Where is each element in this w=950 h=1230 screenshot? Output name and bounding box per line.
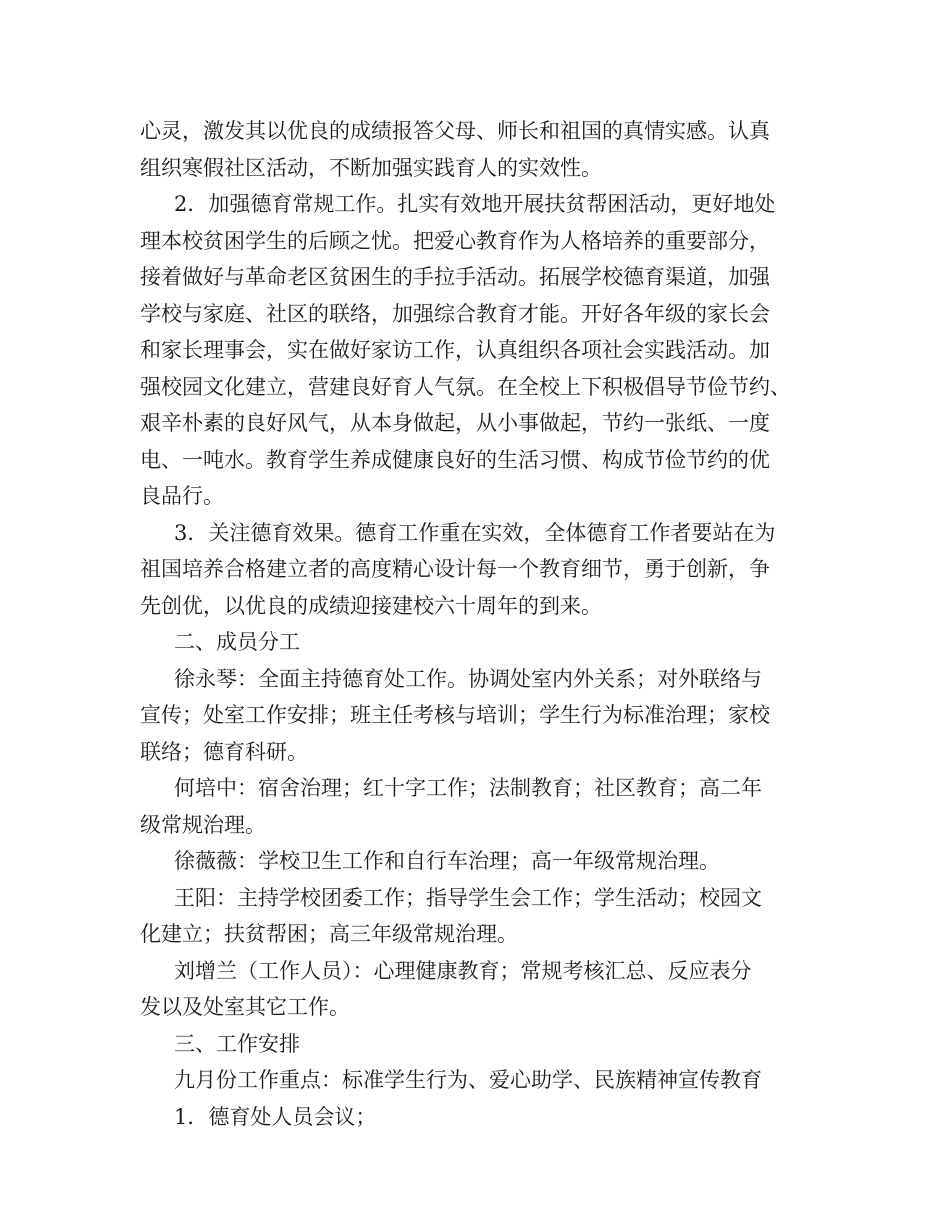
text-line: 接着做好与革命老区贫困生的手拉手活动。拓展学校德育渠道，加强 xyxy=(140,265,770,289)
text-line: 二、成员分工 xyxy=(174,630,300,654)
text-line: 先创优，以优良的成绩迎接建校六十周年的到来。 xyxy=(140,593,602,618)
text-line: 化建立；扶贫帮困；高三年级常规治理。 xyxy=(140,922,518,946)
text-line: 理本校贫困学生的后顾之忧。把爱心教育作为人格培养的重要部分， xyxy=(140,228,770,253)
text-line: 强校园文化建立，营建良好育人气氛。在全校上下积极倡导节俭节约、 xyxy=(140,374,791,399)
text-line: 何培中：宿舍治理；红十字工作；法制教育；社区教育；高二年 xyxy=(174,776,762,800)
text-line: 九月份工作重点：标准学生行为、爱心助学、民族精神宣传教育 xyxy=(174,1068,762,1092)
text-line: 心灵，激发其以优良的成绩报答父母、师长和祖国的真情实感。认真 xyxy=(140,119,770,143)
text-line: 王阳：主持学校团委工作；指导学生会工作；学生活动；校园文 xyxy=(174,885,762,910)
text-line: 徐永琴：全面主持德育处工作。协调处室内外关系；对外联络与 xyxy=(174,666,762,691)
text-line: 电、一吨水。教育学生养成健康良好的生活习惯、构成节俭节约的优 xyxy=(140,447,770,472)
text-line: 3．关注德育效果。德育工作重在实效，全体德育工作者要站在为 xyxy=(174,520,776,545)
document-body xyxy=(140,113,830,1135)
text-line: 徐薇薇：学校卫生工作和自行车治理；高一年级常规治理。 xyxy=(174,849,720,873)
text-line: 级常规治理。 xyxy=(140,812,266,837)
text-line: 宣传；处室工作安排；班主任考核与培训；学生行为标准治理；家校 xyxy=(140,703,770,727)
text-line: 2．加强德育常规工作。扎实有效地开展扶贫帮困活动，更好地处 xyxy=(174,192,776,216)
text-line: 组织寒假社区活动，不断加强实践育人的实效性。 xyxy=(140,155,602,180)
text-line: 艰辛朴素的良好风气，从本身做起，从小事做起，节约一张纸、一度 xyxy=(140,411,770,435)
text-line: 三、工作安排 xyxy=(174,1031,300,1056)
text-line: 良品行。 xyxy=(140,484,224,508)
text-line: 刘增兰（工作人员）：心理健康教育；常规考核汇总、反应表分 xyxy=(174,958,752,983)
text-line: 1．德育处人员会议； xyxy=(174,1104,377,1129)
text-line: 发以及处室其它工作。 xyxy=(140,995,350,1019)
text-line: 祖国培养合格建立者的高度精心设计每一个教育细节，勇于创新，争 xyxy=(140,557,770,581)
text-line: 联络；德育科研。 xyxy=(140,739,308,764)
text-line: 学校与家庭、社区的联络，加强综合教育才能。开好各年级的家长会 xyxy=(140,301,770,326)
text-line: 和家长理事会，实在做好家访工作，认真组织各项社会实践活动。加 xyxy=(140,338,770,362)
